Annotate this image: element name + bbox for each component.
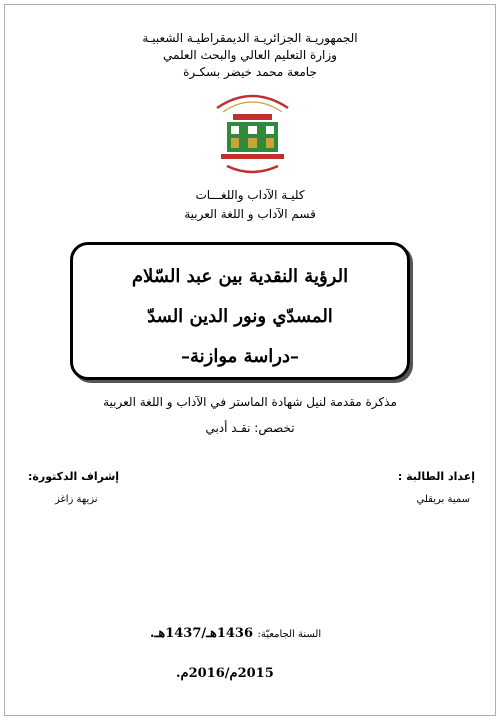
logo-arc-inner	[223, 102, 282, 112]
specialty: تخصص: نقـد أدبي	[205, 421, 295, 435]
academic-year-hijri	[150, 626, 321, 641]
thesis-description: مذكرة مقدمة لنيل شهادة الماستر في الآداب و اللغة العربية	[103, 395, 397, 409]
academic-year-label: السنة الجامعيّة:	[257, 629, 322, 640]
supervisor-name: نزيهة زاغز	[55, 494, 98, 505]
ministry-line: وزارة التعليم العالي والبحث العلمي	[163, 48, 337, 62]
title-line-1: الرؤية النقدية بين عبد السّلام	[131, 266, 349, 287]
student-label: إعداد الطالبة :	[397, 470, 475, 483]
logo-base-bar	[221, 154, 284, 159]
logo-bottom-script	[227, 166, 278, 172]
title-line-3: –دراسة موازنة–	[180, 346, 299, 367]
title-box	[70, 242, 410, 380]
republic-line: الجمهوريـة الجزائريـة الديمقراطيـة الشعبيـة	[142, 31, 358, 45]
university-logo	[205, 86, 300, 178]
department-name: قسم الآداب و اللغة العربية	[184, 207, 316, 221]
hijri-years: 1436هـ/1437هـ.	[150, 626, 253, 641]
academic-year-gregorian: 2015م/2016م.	[176, 666, 274, 681]
faculty-name: كليـة الآداب واللغـــات	[195, 188, 305, 202]
student-name: سمية بريقلي	[416, 494, 470, 505]
supervisor-label: إشراف الدكتورة:	[28, 470, 120, 483]
university-line: جامعة محمد خيضر بسكـرة	[183, 65, 317, 79]
title-line-2: المسدّي ونور الدين السدّ	[147, 306, 333, 327]
logo-top-bar	[233, 114, 272, 120]
